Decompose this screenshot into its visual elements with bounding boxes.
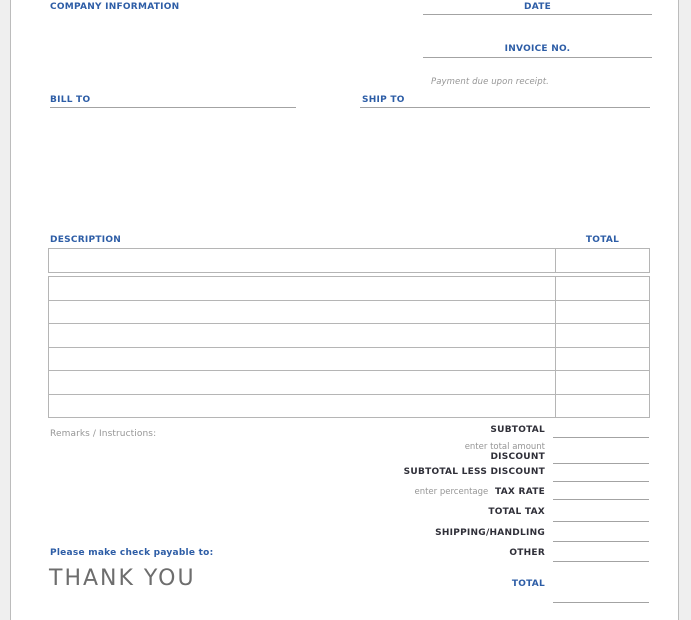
- thank-you-text: THANK YOU: [49, 566, 196, 591]
- description-cell[interactable]: [49, 371, 556, 394]
- description-cell[interactable]: [49, 277, 556, 300]
- total-cell[interactable]: [556, 371, 649, 394]
- ship-to-label: SHIP TO: [362, 95, 405, 105]
- grand-total-field[interactable]: [553, 602, 649, 603]
- description-cell[interactable]: [49, 324, 556, 347]
- total-cell[interactable]: [556, 395, 649, 418]
- tax-rate-field[interactable]: [553, 499, 649, 500]
- invoice-no-label: INVOICE NO.: [504, 44, 571, 54]
- date-field[interactable]: [423, 14, 652, 15]
- description-cell[interactable]: [49, 301, 556, 324]
- table-row[interactable]: [49, 348, 649, 372]
- description-cell[interactable]: [49, 348, 556, 371]
- grand-total-label: TOTAL: [511, 579, 545, 589]
- bill-to-field[interactable]: [50, 107, 296, 108]
- payment-terms-note: Payment due upon receipt.: [430, 77, 549, 87]
- tax-rate-row: [325, 487, 545, 497]
- tax-rate-helper: enter percentage: [414, 487, 489, 497]
- other-field[interactable]: [553, 561, 649, 562]
- total-cell[interactable]: [556, 348, 649, 371]
- shipping-handling-label: SHIPPING/HANDLING: [435, 528, 545, 538]
- check-payable-label: Please make check payable to:: [50, 548, 214, 558]
- table-row[interactable]: [49, 395, 649, 419]
- other-label: OTHER: [509, 548, 545, 558]
- total-cell[interactable]: [556, 249, 649, 272]
- description-cell[interactable]: [49, 249, 556, 272]
- description-cell[interactable]: [49, 395, 556, 418]
- date-label: DATE: [523, 2, 552, 12]
- ship-to-field[interactable]: [360, 107, 650, 108]
- total-cell[interactable]: [556, 277, 649, 300]
- subtotal-less-discount-label: SUBTOTAL LESS DISCOUNT: [403, 467, 545, 477]
- table-row[interactable]: [49, 301, 649, 325]
- total-tax-label: TOTAL TAX: [488, 507, 545, 517]
- subtotal-less-discount-field[interactable]: [553, 481, 649, 482]
- table-row[interactable]: [49, 324, 649, 348]
- description-header: DESCRIPTION: [50, 235, 122, 245]
- total-tax-field[interactable]: [553, 521, 649, 522]
- tax-rate-label: TAX RATE: [495, 487, 545, 497]
- page-margin-right: [678, 0, 691, 620]
- remarks-label: Remarks / Instructions:: [50, 429, 157, 439]
- table-row[interactable]: [49, 371, 649, 395]
- discount-helper: enter total amount: [464, 442, 545, 452]
- total-header: TOTAL: [585, 235, 620, 245]
- bill-to-label: BILL TO: [50, 95, 91, 105]
- total-cell[interactable]: [556, 324, 649, 347]
- page-margin-left: [0, 0, 11, 620]
- discount-label: DISCOUNT: [490, 452, 545, 462]
- total-cell[interactable]: [556, 301, 649, 324]
- discount-field[interactable]: [553, 463, 649, 464]
- shipping-handling-field[interactable]: [553, 541, 649, 542]
- table-row[interactable]: [49, 277, 649, 301]
- subtotal-label: SUBTOTAL: [490, 425, 545, 435]
- items-table-body: [48, 276, 650, 418]
- company-information-label: COMPANY INFORMATION: [50, 2, 180, 12]
- subtotal-field[interactable]: [553, 437, 649, 438]
- items-table-first-row: [48, 248, 650, 273]
- invoice-no-field[interactable]: [423, 57, 652, 58]
